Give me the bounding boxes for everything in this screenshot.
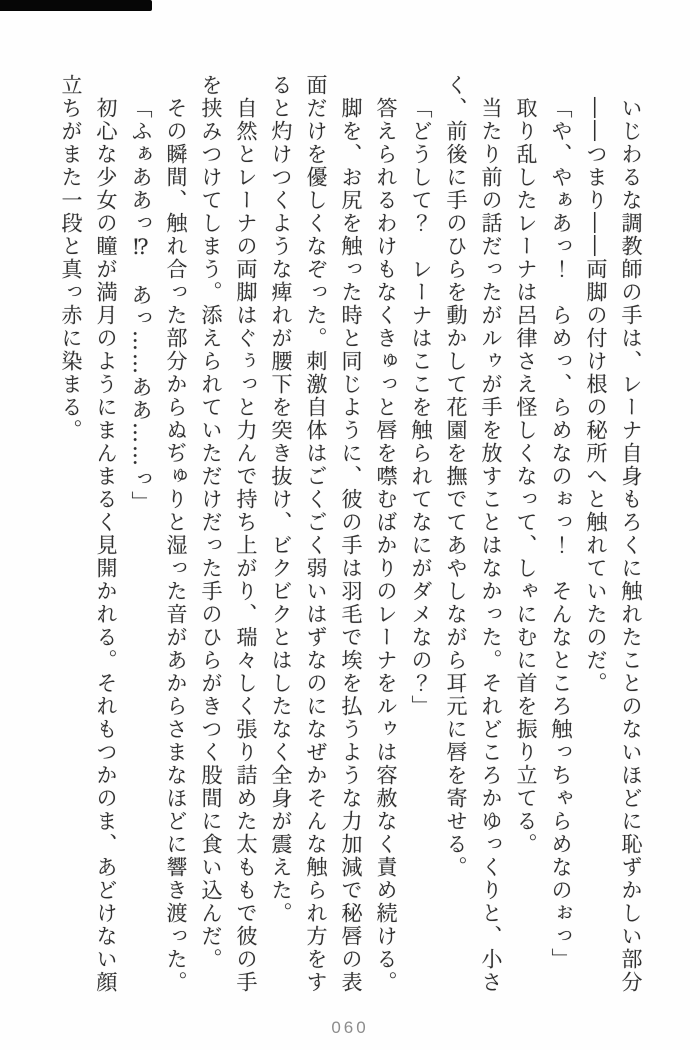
text-block xyxy=(53,74,648,998)
text-line-6: く、前後に手のひらを動かして花園を撫でてあやしながら耳元に唇を寄せる。 xyxy=(444,74,468,879)
text-line-3: 「や、やぁあっ！ らめっ、らめなのぉっ！ そんなところ触っちゃらめなのぉっ」 xyxy=(549,97,573,971)
text-line-16: 初心な少女の瞳が満月のようにまんまるく見開かれる。それもつかのま、あどけない顔 xyxy=(94,97,118,994)
text-line-5: 当たり前の話だったがルゥが手を放すことはなかった。それどころかゆっくりと、小さ xyxy=(479,97,503,994)
text-line-1: いじわるな調教師の手は、レーナ自身もろくに触れたことのないほどに恥ずかしい部分 xyxy=(619,97,643,994)
text-line-13: を挟みつけてしまう。添えられていただけだった手のひらがきつく股間に食い込んだ。 xyxy=(199,74,223,971)
scan-artifact-bar xyxy=(0,0,152,11)
text-line-4: 取り乱したレーナは呂律さえ怪しくなって、しゃにむに首を振り立てる。 xyxy=(514,97,538,856)
text-line-9: 脚を、お尻を触った時と同じように、彼の手は羽毛で埃を払うような力加減で秘唇の表 xyxy=(339,97,363,994)
page-number: 060 xyxy=(331,1018,369,1037)
text-line-11: ると灼けつくような痺れが腰下を突き抜け、ビクビクとはしたなく全身が震えた。 xyxy=(269,74,293,925)
text-line-14: その瞬間、触れ合った部分からぬぢゅりと湿った音があからさまなほどに響き渡った。 xyxy=(164,97,188,994)
text-line-8: 答えられるわけもなくきゅっと唇を噤むばかりのレーナをルゥは容赦なく責め続ける。 xyxy=(374,97,398,994)
text-line-7: 「どうして？ レーナはここを触られてなにがダメなの？」 xyxy=(409,97,433,718)
text-line-12: 自然とレーナの両脚はぐぅっと力んで持ち上がり、瑞々しく張り詰めた太ももで彼の手 xyxy=(234,97,258,994)
text-line-17: 立ちがまた一段と真っ赤に染まる。 xyxy=(59,74,83,442)
text-line-10: 面だけを優しくなぞった。刺激自体はごくごく弱いはずなのになぜかそんな触られ方をす xyxy=(304,74,328,994)
text-line-2: ――つまり――両脚の付け根の秘所へと触れていたのだ。 xyxy=(584,97,608,695)
text-line-15: 「ふぁああっ⁉ あっ……ああ……っ」 xyxy=(129,97,153,514)
